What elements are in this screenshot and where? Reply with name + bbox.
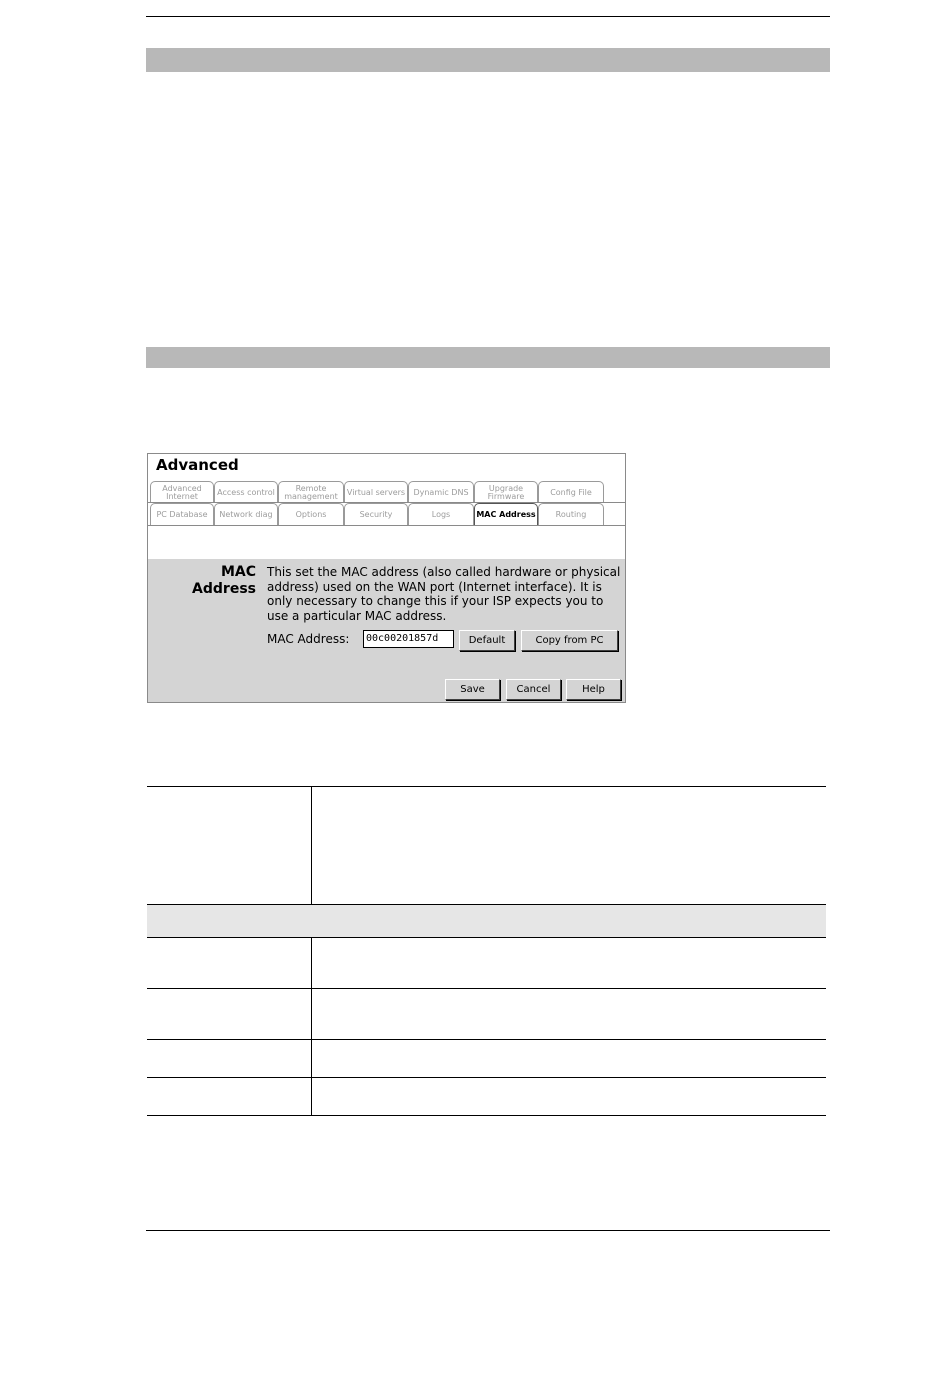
save-button[interactable]: Save — [445, 679, 500, 700]
tab-row-1 — [148, 481, 625, 503]
tab-mac-address[interactable]: MAC Address — [474, 503, 538, 525]
table-column-divider — [311, 937, 312, 1115]
tab-routing[interactable]: Routing — [538, 503, 604, 525]
panel-title: Advanced — [156, 456, 239, 474]
tab-virtual-servers[interactable]: Virtual servers — [344, 481, 408, 503]
table-line — [147, 1039, 826, 1040]
tab-config-file[interactable]: Config File — [538, 481, 604, 503]
advanced-panel — [147, 453, 626, 703]
section-label — [184, 564, 256, 598]
bottom-rule — [146, 1230, 830, 1231]
tab-logs[interactable]: Logs — [408, 503, 474, 525]
cancel-button[interactable]: Cancel — [506, 679, 561, 700]
tab-options[interactable]: Options — [278, 503, 344, 525]
mac-address-label: MAC Address: — [267, 632, 350, 646]
top-rule — [146, 16, 830, 17]
mac-address-section — [148, 559, 625, 702]
section-label-line-1: MAC — [220, 564, 256, 580]
tab-upgrade-firmware[interactable]: Upgrade Firmware — [474, 481, 538, 503]
table-line — [147, 988, 826, 989]
help-button[interactable]: Help — [566, 679, 621, 700]
section-description: This set the MAC address (also called hardware or physical address) used on the WAN port (Internet interface). It is only necessary to change this if your ISP expects you to use a particular MAC address. — [267, 565, 621, 623]
table-line — [147, 904, 826, 905]
tab-dynamic-dns[interactable]: Dynamic DNS — [408, 481, 474, 503]
section-bar-2 — [146, 347, 830, 368]
default-button[interactable]: Default — [459, 630, 515, 651]
tab-remote-management[interactable]: Remote management — [278, 481, 344, 503]
table-line-bottom — [147, 1115, 826, 1116]
table-group-row — [147, 905, 826, 937]
table-line-top — [147, 786, 826, 787]
tab-network-diag[interactable]: Network diag — [214, 503, 278, 525]
tab-row-2-line — [148, 525, 625, 526]
tab-row-2 — [148, 503, 625, 525]
table-line — [147, 937, 826, 938]
tab-access-control[interactable]: Access control — [214, 481, 278, 503]
mac-address-input[interactable]: 00c00201857d — [363, 630, 454, 648]
tab-advanced-internet[interactable]: Advanced Internet — [150, 481, 214, 503]
section-label-line-2: Address — [192, 581, 256, 597]
tab-pc-database[interactable]: PC Database — [150, 503, 214, 525]
section-bar-1 — [146, 48, 830, 72]
table-column-divider — [311, 786, 312, 904]
table-line — [147, 1077, 826, 1078]
copy-from-pc-button[interactable]: Copy from PC — [521, 630, 618, 651]
tab-security[interactable]: Security — [344, 503, 408, 525]
